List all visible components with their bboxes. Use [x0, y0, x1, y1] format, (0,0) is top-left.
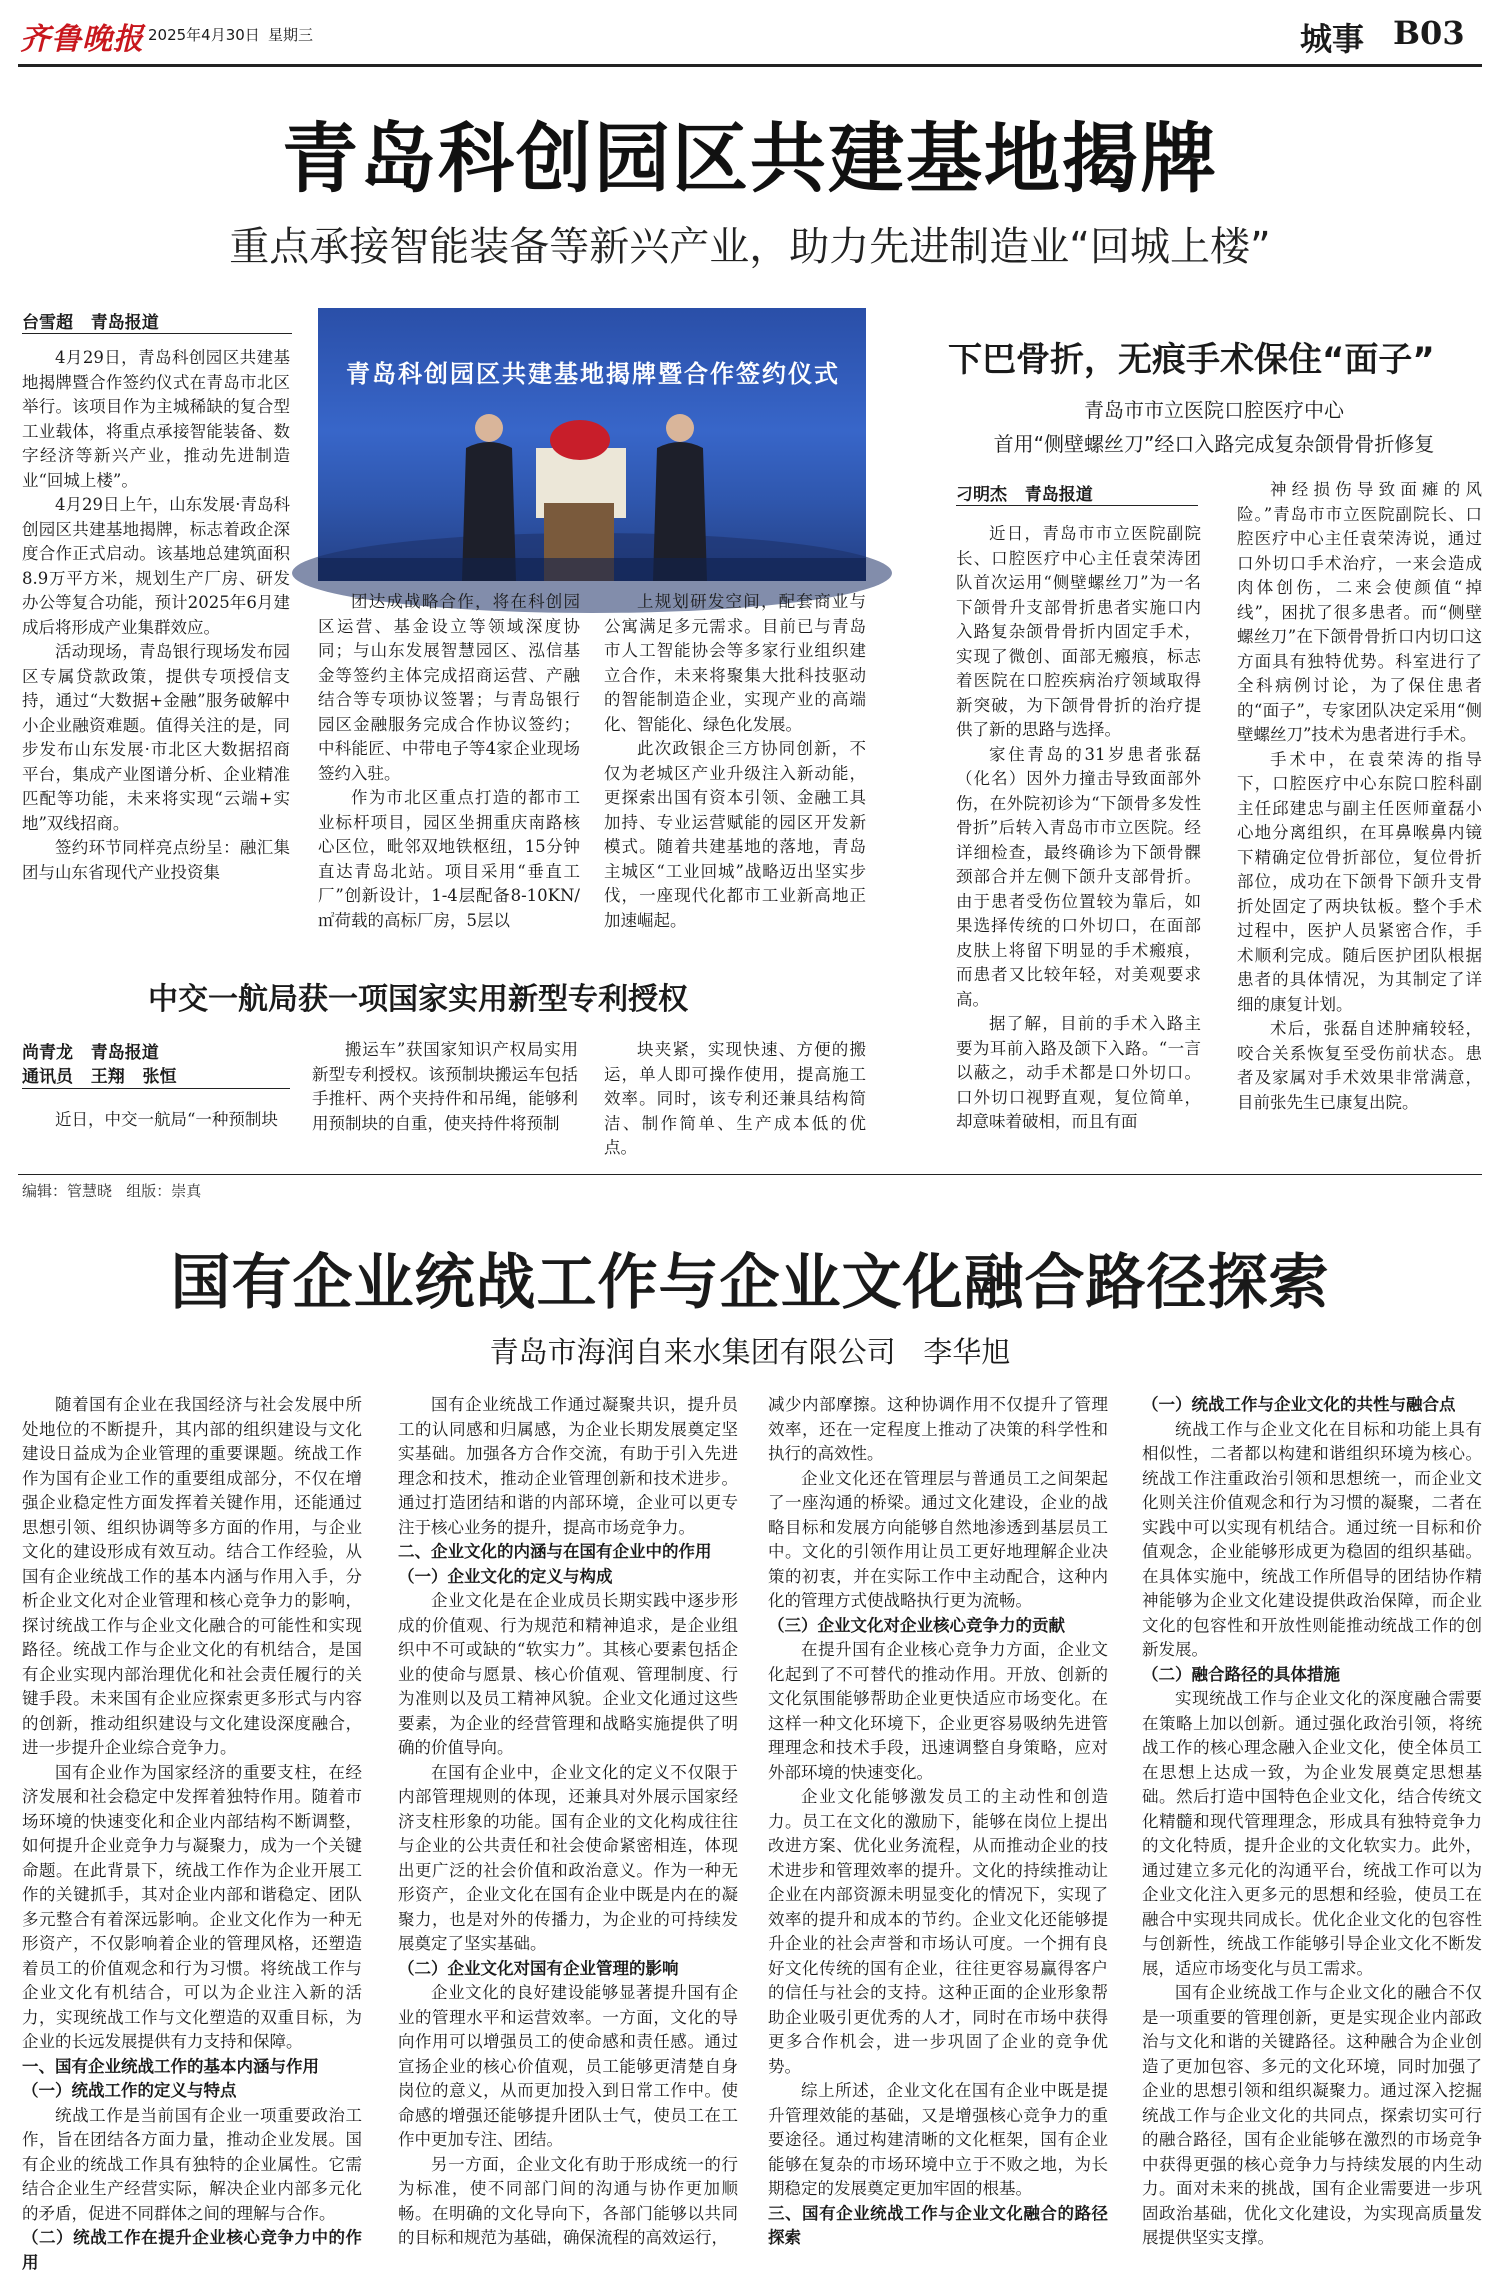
section-heading: 一、国有企业统战工作的基本内涵与作用	[22, 2056, 319, 2076]
newspaper-logo: 齐鲁晚报	[20, 22, 144, 57]
paragraph: 签约环节同样亮点纷呈：融汇集团与山东省现代产业投资集	[22, 838, 290, 882]
paragraph: 近日，中交一航局“一种预制块	[55, 1110, 278, 1129]
paragraph: 统战工作是当前国有企业一项重要政治工作，旨在团结各方面力量，推动企业发展。国有企业的统战工作具有独特的企业属性。它需结合企业生产经营实际，解决企业内部多元化的矛盾，促进不同群体之间的理解与合作。	[22, 2105, 362, 2223]
section-heading: （二）统战工作在提升企业核心竞争力中的作用	[22, 2228, 362, 2272]
section-heading: （一）统战工作的定义与特点	[22, 2081, 237, 2100]
article3-byline2: 通讯员 王翔 张恒	[22, 1067, 177, 1087]
paragraph: 企业文化的良好建设能够显著提升国有企业的管理水平和运营效率。一方面，文化的导向作用可以增强员工的使命感和责任感。通过宣扬企业的核心价值观，员工能够更清楚自身岗位的意义，从而更加投入到日常工作中。使命感的增强还能够提升团队士气，使员工在工作中更加专注、团结。	[398, 1983, 738, 2149]
paragraph: 近日，青岛市市立医院副院长、口腔医疗中心主任袁荣涛团队首次运用“侧壁螺丝刀”为一名下颌骨升支部骨折患者实施口内入路复杂颌骨骨折内固定手术，实现了微创、面部无瘢痕，标志着医院在口腔疾病治疗领域取得新突破，为下颌骨骨折的治疗提供了新的思路与选择。	[956, 524, 1201, 739]
photo-banner-text: 青岛科创园区共建基地揭牌暨合作签约仪式	[346, 360, 840, 388]
paragraph: 家住青岛的31岁患者张磊（化名）因外力撞击导致面部外伤，在外院初诊为“下颌骨多发性骨折”后转入青岛市市立医院。经详细检查，最终确诊为下颌骨髁颈部合并左侧下颌升支部骨折。由于患者受伤位置较为靠后，如果选择传统的口外切口，在面部皮肤上将留下明显的手术瘢痕，而患者又比较年轻，对美观要求高。	[956, 744, 1201, 1009]
ceremony-photo	[318, 308, 866, 581]
paragraph: 随着国有企业在我国经济与社会发展中所处地位的不断提升，其内部的组织建设与文化建设日益成为企业管理的重要课题。统战工作作为国有企业工作的重要组成部分，不仅在增强企业稳定性方面发挥着关键作用，还能通过思想引领、组织协调等多方面的作用，与企业文化的建设形成有效互动。结合工作经验，从国有企业统战工作的基本内涵与作用入手，分析企业文化对企业管理和核心竞争力的影响，探讨统战工作与企业文化融合的可能性和实现路径。统战工作与企业文化的有机结合，是国有企业实现内部治理优化和社会责任履行的关键手段。未来国有企业应探索更多形式与内容的创新，推动组织建设与文化建设深度融合，进一步提升企业综合竞争力。	[22, 1395, 362, 1757]
article2-subtitle2: 首用“侧壁螺丝刀”经口入路完成复杂颌骨骨折修复	[993, 432, 1435, 456]
article3-byline-rule	[22, 1088, 290, 1089]
article2-col1	[956, 522, 1201, 1132]
paragraph: 术后，张磊自述肿痛较轻，咬合关系恢复至受伤前状态。患者及家属对手术效果非常满意，目前张先生已康复出院。	[1237, 1019, 1482, 1112]
paragraph: 此次政银企三方协同创新，不仅为老城区产业升级注入新动能，更探索出国有资本引领、金融工具加持、专业运营赋能的园区开发新模式。随着共建基地的落地，青岛主城区“工业回城”战略迈出坚实步伐，一座现代化都市工业新高地正加速崛起。	[604, 739, 866, 930]
article4-col3	[768, 1393, 1108, 2247]
paragraph: 在提升国有企业核心竞争力方面，企业文化起到了不可替代的推动作用。开放、创新的文化氛围能够帮助企业更快适应市场变化。在这样一种文化环境下，企业更容易吸纳先进管理理念和技术手段，迅速调整自身策略，应对外部环境的快速变化。	[768, 1640, 1108, 1782]
paragraph: 块夹紧，实现快速、方便的搬运，单人即可操作使用，提高施工效率。同时，该专利还兼具结构简洁、制作简单、生产成本低的优点。	[604, 1040, 866, 1157]
paragraph: 在国有企业中，企业文化的定义不仅限于内部管理规则的体现，还兼具对外展示国家经济支柱形象的功能。国有企业的文化构成往往与企业的公共责任和社会使命紧密相连，体现出更广泛的社会价值和政治意义。作为一种无形资产，企业文化在国有企业中既是内在的凝聚力，也是对外的传播力，为企业的可持续发展奠定了坚实基础。	[398, 1762, 738, 1953]
paragraph: 另一方面，企业文化有助于形成统一的行为标准，使不同部门间的沟通与协作更加顺畅。在明确的文化导向下，各部门能够以共同的目标和规范为基础，确保流程的高效运行，	[398, 2154, 738, 2247]
section-heading: 三、国有企业统战工作与企业文化融合的路径探索	[768, 2203, 1108, 2247]
paragraph: 4月29日，青岛科创园区共建基地揭牌暨合作签约仪式在青岛市北区举行。该项目作为主城稀缺的复合型工业载体，将重点承接智能装备、数字经济等新兴产业，推动先进制造业“回城上楼”。	[22, 348, 290, 490]
paragraph: 团达成战略合作，将在科创园区运营、基金设立等领域深度协同；与山东发展智慧园区、泓信基金等签约主体完成招商运营、产融结合等专项协议签署；与青岛银行园区金融服务完成合作协议签约；中科能匠、中带电子等4家企业现场签约入驻。	[318, 592, 580, 783]
paragraph: 手术中，在袁荣涛的指导下，口腔医疗中心东院口腔科副主任邱建忠与副主任医师童磊小心地分离组织，在耳鼻喉鼻内镜下精确定位骨折部位，复位骨折部位，成功在下颌骨下颌升支骨折处固定了两块钛板。整个手术过程中，医护人员紧密合作，手术顺利完成。随后医护团队根据患者的具体情况，为其制定了详细的康复计划。	[1237, 749, 1482, 1014]
section-heading: （二）企业文化对国有企业管理的影响	[398, 1958, 679, 1978]
article1-col1	[22, 346, 290, 1354]
section-heading: （一）企业文化的定义与构成	[398, 1566, 613, 1586]
editor-rule	[18, 1174, 1482, 1175]
article1-col2	[318, 590, 580, 1004]
article2-col2	[1237, 478, 1482, 1132]
article1-subtitle: 重点承接智能装备等新兴产业，助力先进制造业“回城上楼”	[229, 224, 1271, 270]
editor-credits: 编辑：管慧晓 组版：崇真	[22, 1182, 202, 1200]
article4-col1	[22, 1393, 362, 2272]
paragraph: 统战工作与企业文化在目标和功能上具有相似性，二者都以构建和谐组织环境为核心。统战工作注重政治引领和思想统一，而企业文化则关注价值观念和行为习惯的凝聚，二者在实践中可以实现有机结合。通过统一目标和价值观念，企业能够形成更为稳固的组织基础。在具体实施中，统战工作所倡导的团结协作精神能够为企业文化建设提供政治保障，而企业文化的包容性和开放性则能推动统战工作的创新发展。	[1142, 1419, 1482, 1659]
paragraph: 据了解，目前的手术入路主要为耳前入路及颌下入路。“一言以蔽之，动手术都是口外切口。口外切口视野直观，复位简单，却意味着破相，而且有面	[956, 1014, 1201, 1131]
byline-rule	[22, 333, 292, 334]
paragraph: 综上所述，企业文化在国有企业中既是提升管理效能的基础，又是增强核心竞争力的重要途径。通过构建清晰的文化框架，国有企业能够在复杂的市场环境中立于不败之地，为长期稳定的发展奠定更加牢固的根基。	[768, 2081, 1108, 2198]
article4-author: 青岛市海润自来水集团有限公司 李华旭	[489, 1335, 1011, 1369]
article1-col3	[604, 590, 866, 1004]
section-heading: （三）企业文化对企业核心竞争力的贡献	[768, 1615, 1065, 1635]
paragraph: 企业文化能够激发员工的主动性和创造力。员工在文化的激励下，能够在岗位上提出改进方案、优化业务流程，从而推动企业的技术进步和管理效率的提升。文化的持续推动让企业在内部资源未明显变化的情况下，实现了效率的提升和成本的节约。企业文化还能够提升企业的社会声誉和市场认可度。一个拥有良好文化传统的国有企业，往往更容易赢得客户的信任与社会的支持。这种正面的企业形象帮助企业吸引更优秀的人才，同时在市场中获得更多合作机会，进一步巩固了企业的竞争优势。	[768, 1787, 1108, 2076]
paragraph: 上规划研发空间，配套商业与公寓满足多元需求。目前已与青岛市人工智能协会等多家行业组织建立合作，未来将聚集大批科技驱动的智能制造企业，实现产业的高端化、智能化、绿色化发展。	[604, 592, 866, 734]
paragraph: 实现统战工作与企业文化的深度融合需要在策略上加以创新。通过强化政治引领，将统战工作的核心理念融入企业文化，使全体员工在思想上达成一致，为企业发展奠定思想基础。然后打造中国特色企业文化，结合传统文化精髓和现代管理理念，形成具有独特竞争力的文化特质，提升企业的文化软实力。此外，通过建立多元化的沟通平台，统战工作可以为企业文化注入更多元的思想和经验，使员工在融合中实现共同成长。优化企业文化的包容性与创新性，统战工作能够引导企业文化不断发展，适应市场变化与员工需求。	[1142, 1689, 1482, 1978]
section-heading: 二、企业文化的内涵与在国有企业中的作用	[398, 1542, 712, 1561]
issue-date: 2025年4月30日	[148, 26, 260, 44]
article2-subtitle1: 青岛市市立医院口腔医疗中心	[1084, 398, 1344, 422]
page-number: B03	[1393, 14, 1465, 52]
masthead-rule	[18, 64, 1482, 67]
article3-col3	[604, 1038, 866, 1157]
section-heading: （二）融合路径的具体措施	[1142, 1664, 1340, 1684]
paragraph: 国有企业统战工作通过凝聚共识，提升员工的认同感和归属感，为企业长期发展奠定坚实基础。加强各方合作交流，有助于引入先进理念和技术，推动企业管理创新和技术进步。通过打造团结和谐的内部环境，企业可以更专注于核心业务的提升，提高市场竞争力。	[398, 1395, 738, 1537]
article2-byline-rule	[956, 505, 1198, 506]
article2-title: 下巴骨折，无痕手术保住“面子”	[948, 340, 1435, 380]
article1-title: 青岛科创园区共建基地揭牌	[282, 114, 1218, 203]
paragraph: 神经损伤导致面瘫的风险。”青岛市市立医院副院长、口腔医疗中心主任袁荣涛说，通过口外切口手术治疗，一来会造成肉体创伤，二来会使颜值“掉线”，困扰了很多患者。而“侧壁螺丝刀”在下颌骨骨折口内切口这方面具有独特优势。科室进行了全科病例讨论，为了保住患者的“面子”，专家团队决定采用“侧壁螺丝刀”技术为患者进行手术。	[1237, 480, 1482, 744]
masthead	[0, 0, 1500, 68]
article1-byline: 台雪超 青岛报道	[22, 313, 159, 333]
paragraph: 作为市北区重点打造的都市工业标杆项目，园区坐拥重庆南路核心区位，毗邻双地铁枢纽，15分钟直达青岛北站。项目采用“垂直工厂”创新设计，1-4层配备8-10KN/㎡荷载的高标厂房，5层以	[318, 788, 580, 930]
paragraph: 企业文化是在企业成员长期实践中逐步形成的价值观、行为规范和精神追求，是企业组织中不可或缺的“软实力”。其核心要素包括企业的使命与愿景、核心价值观、管理制度、行为准则以及员工精神风貌。企业文化通过这些要素，为企业的经营管理和战略实施提供了明确的价值导向。	[398, 1591, 738, 1757]
article4-title: 国有企业统战工作与企业文化融合路径探索	[170, 1248, 1330, 1318]
paragraph: 国有企业统战工作与企业文化的融合不仅是一项重要的管理创新，更是实现企业内部政治与文化和谐的关键路径。这种融合为企业创造了更加包容、多元的文化环境，同时加强了企业的思想引领和组织凝聚力。通过深入挖掘统战工作与企业文化的共同点，探索切实可行的融合路径，国有企业能够在激烈的市场竞争中获得更强的核心竞争力与持续发展的内生动力。面对未来的挑战，国有企业需要进一步巩固政治基础，优化文化建设，为实现高质量发展提供坚实支撑。	[1142, 1983, 1482, 2247]
paragraph: 减少内部摩擦。这种协调作用不仅提升了管理效率，还在一定程度上推动了决策的科学性和执行的高效性。	[768, 1395, 1108, 1463]
article3-byline1: 尚青龙 青岛报道	[22, 1043, 159, 1063]
paragraph: 4月29日上午，山东发展·青岛科创园区共建基地揭牌，标志着政企深度合作正式启动。该基地总建筑面积8.9万平方米，规划生产厂房、研发办公等复合功能，预计2025年6月建成后将形成产业集群效应。	[22, 495, 290, 637]
article3-title: 中交一航局获一项国家实用新型专利授权	[148, 980, 768, 1020]
article2-byline: 刁明杰 青岛报道	[956, 485, 1093, 505]
issue-weekday: 星期三	[268, 26, 314, 44]
section-name: 城事	[1300, 20, 1365, 58]
article4-col2	[398, 1393, 738, 2247]
ceremony-figures	[318, 308, 866, 581]
article3-col1	[22, 1108, 290, 1138]
paragraph: 活动现场，青岛银行现场发布园区专属贷款政策，提供专项授信支持，通过“大数据+金融”服务破解中小企业融资难题。值得关注的是，同步发布山东发展·市北区大数据招商平台，集成产业图谱分析、企业精准匹配等功能，未来将实现“云端+实地”双线招商。	[22, 642, 290, 833]
article4-col4	[1142, 1393, 1482, 2247]
paragraph: 搬运车”获国家知识产权局实用新型专利授权。该预制块搬运车包括手推杆、两个夹持件和吊绳，能够利用预制块的自重，使夹持件将预制	[312, 1040, 578, 1133]
section-heading: （一）统战工作与企业文化的共性与融合点	[1142, 1395, 1456, 1414]
paragraph: 企业文化还在管理层与普通员工之间架起了一座沟通的桥梁。通过文化建设，企业的战略目标和发展方向能够自然地渗透到基层员工中。文化的引领作用让员工更好地理解企业决策的初衷，并在实际工作中主动配合，这种内化的管理方式使战略执行更为流畅。	[768, 1468, 1108, 1610]
paragraph: 国有企业作为国家经济的重要支柱，在经济发展和社会稳定中发挥着独特作用。随着市场环境的快速变化和企业内部结构不断调整，如何提升企业竞争力与凝聚力，成为一个关键命题。在此背景下，统战工作作为企业开展工作的关键抓手，其对企业内部和谐稳定、团队多元整合有着深远影响。企业文化作为一种无形资产，不仅影响着企业的管理风格，还塑造着员工的价值观念和行为习惯。将统战工作与企业文化有机结合，可以为企业注入新的活力，实现统战工作与文化塑造的双重目标，为企业的长远发展提供有力支持和保障。	[22, 1762, 362, 2051]
article3-col2	[312, 1038, 578, 1138]
